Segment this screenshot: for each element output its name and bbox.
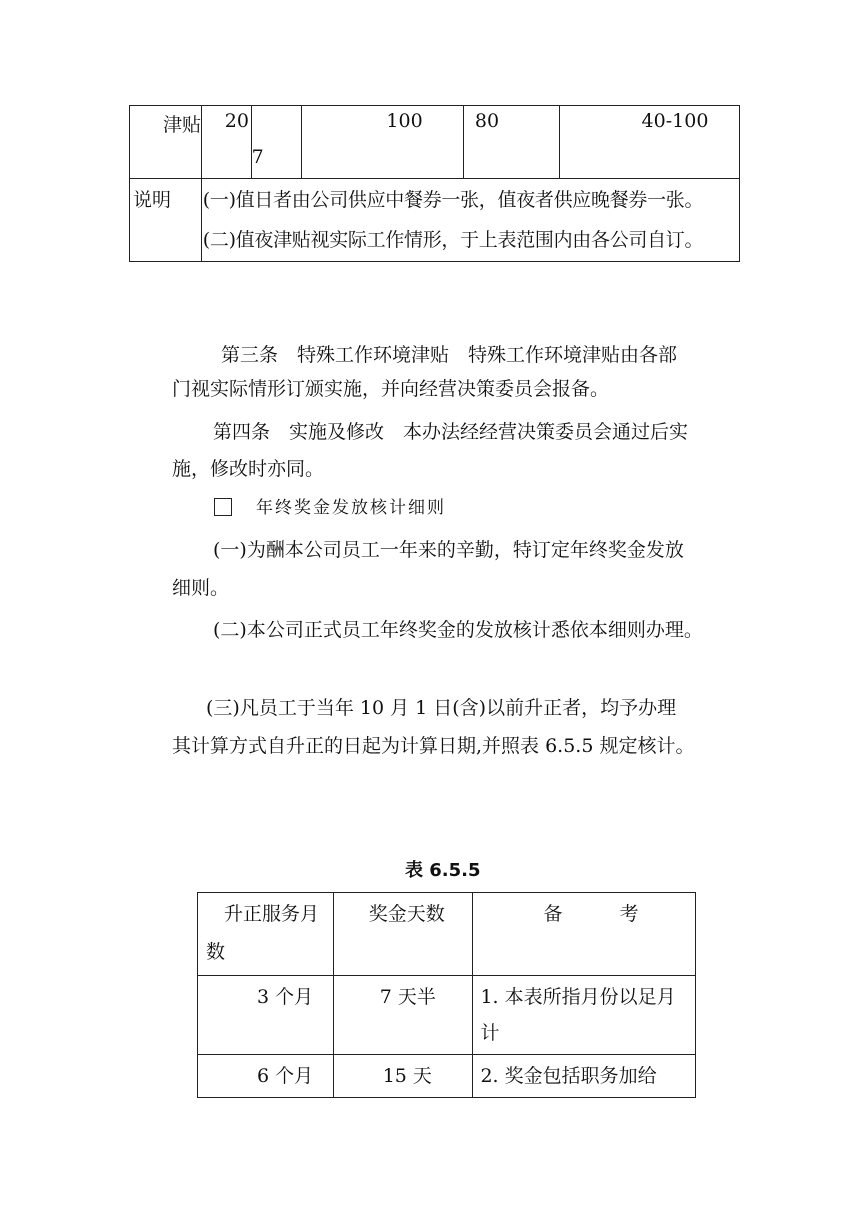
allowance-cell	[559, 106, 739, 179]
note-line: (一)值日者由公司供应中餐券一张，值夜者供应晚餐券一张。	[202, 189, 704, 211]
table-caption: 表 6.5.5	[405, 860, 481, 881]
allowance-label: 津贴	[163, 114, 202, 136]
paragraph-3-line-2: 其计算方式自升正的日起为计算日期,并照表 6.5.5 规定核计。	[172, 735, 695, 757]
header-months-line-2: 数	[206, 941, 226, 963]
days-cell	[333, 976, 473, 1055]
allowance-value: 20	[224, 110, 249, 132]
allowance-value: 7	[251, 146, 264, 168]
notes-line-1: 1. 本表所指月份以足月	[480, 986, 676, 1008]
article-3-line-2: 门视实际情形订颁实施，并向经营决策委员会报备。	[172, 378, 610, 400]
notes-cell	[473, 976, 696, 1055]
header-cell-days	[333, 893, 473, 976]
notes-line-1: 2. 奖金包括职务加给	[480, 1065, 657, 1087]
header-cell-notes	[473, 893, 696, 976]
table-header-row	[198, 893, 696, 976]
header-cell-months	[198, 893, 334, 976]
notes-cell	[473, 1055, 696, 1098]
article-4-line-2: 施，修改时亦同。	[172, 458, 325, 480]
table-row	[198, 1055, 696, 1098]
days-cell	[333, 1055, 473, 1098]
note-cell	[201, 179, 739, 262]
allowance-row-label	[130, 106, 202, 179]
allowance-table	[129, 105, 740, 262]
notes-line-2: 计	[480, 1022, 500, 1044]
allowance-value: 80	[474, 110, 500, 132]
allowance-value: 40-100	[641, 110, 709, 132]
paragraph-1-line-1: (一)为酬本公司员工一年来的辛勤，特订定年终奖金发放	[213, 539, 684, 561]
months-cell	[198, 1055, 334, 1098]
note-line: (二)值夜津贴视实际工作情形，于上表范围内由各公司自订。	[202, 229, 704, 251]
paragraph-1-line-2: 细则。	[172, 577, 230, 599]
note-row-label	[130, 179, 202, 262]
days-value: 15 天	[382, 1065, 432, 1087]
header-days: 奖金天数	[368, 903, 445, 925]
paragraph-2-line-1: (二)本公司正式员工年终奖金的发放核计悉依本细则办理。	[213, 619, 703, 641]
allowance-cell	[463, 106, 559, 179]
checkbox-icon	[214, 498, 232, 516]
months-value: 6 个月	[257, 1065, 314, 1087]
bonus-table	[197, 892, 696, 1098]
days-value: 7 天半	[379, 986, 436, 1008]
allowance-value: 100	[386, 110, 423, 132]
note-label: 说明	[133, 189, 172, 211]
paragraph-3-line-1: (三)凡员工于当年 10 月 1 日(含)以前升正者，均予办理	[206, 697, 677, 719]
allowance-cell	[302, 106, 463, 179]
article-3-line-1: 第三条 特殊工作环境津贴 特殊工作环境津贴由各部	[221, 344, 678, 366]
allowance-cell	[251, 106, 302, 179]
months-value: 3 个月	[257, 986, 314, 1008]
header-notes: 备 考	[543, 903, 639, 925]
header-months-line-1: 升正服务月	[224, 903, 320, 925]
table-row	[198, 976, 696, 1055]
article-4-line-1: 第四条 实施及修改 本办法经经营决策委员会通过后实	[213, 421, 689, 443]
allowance-cell	[201, 106, 251, 179]
months-cell	[198, 976, 334, 1055]
section-title: 年终奖金发放核计细则	[256, 498, 446, 518]
